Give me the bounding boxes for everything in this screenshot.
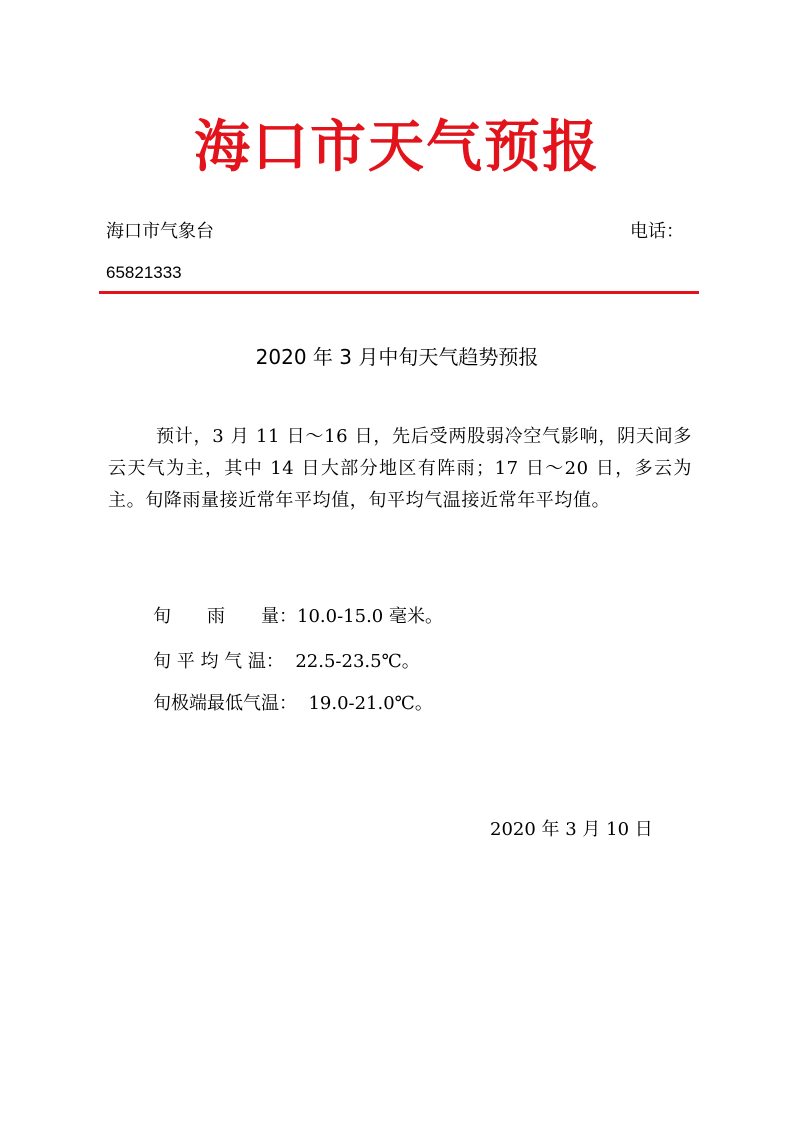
stat-rainfall: 旬 雨 量：10.0-15.0 毫米。 — [153, 606, 443, 627]
issue-date: 2020 年 3 月 10 日 — [490, 819, 653, 840]
agency-name: 海口市气象台 — [106, 221, 214, 242]
forecast-title: 海口市天气预报 — [194, 115, 600, 180]
phone-number: 65821333 — [106, 263, 182, 282]
stat-min-temperature: 旬极端最低气温： 19.0-21.0℃。 — [153, 693, 433, 714]
stat-mean-temperature: 旬 平 均 气 温： 22.5-23.5℃。 — [153, 651, 420, 672]
header-divider — [99, 291, 699, 294]
phone-label: 电话： — [630, 221, 684, 242]
forecast-paragraph: 预计，3 月 11 日～16 日，先后受两股弱冷空气影响，阴天间多云天气为主，其中 14 日大部分地区有阵雨；17 日～20 日，多云为主。旬降雨量接近常年平均值，旬平均气温接近常年平均值。 — [108, 426, 692, 511]
forecast-subtitle: 2020 年 3 月中旬天气趋势预报 — [255, 345, 539, 369]
